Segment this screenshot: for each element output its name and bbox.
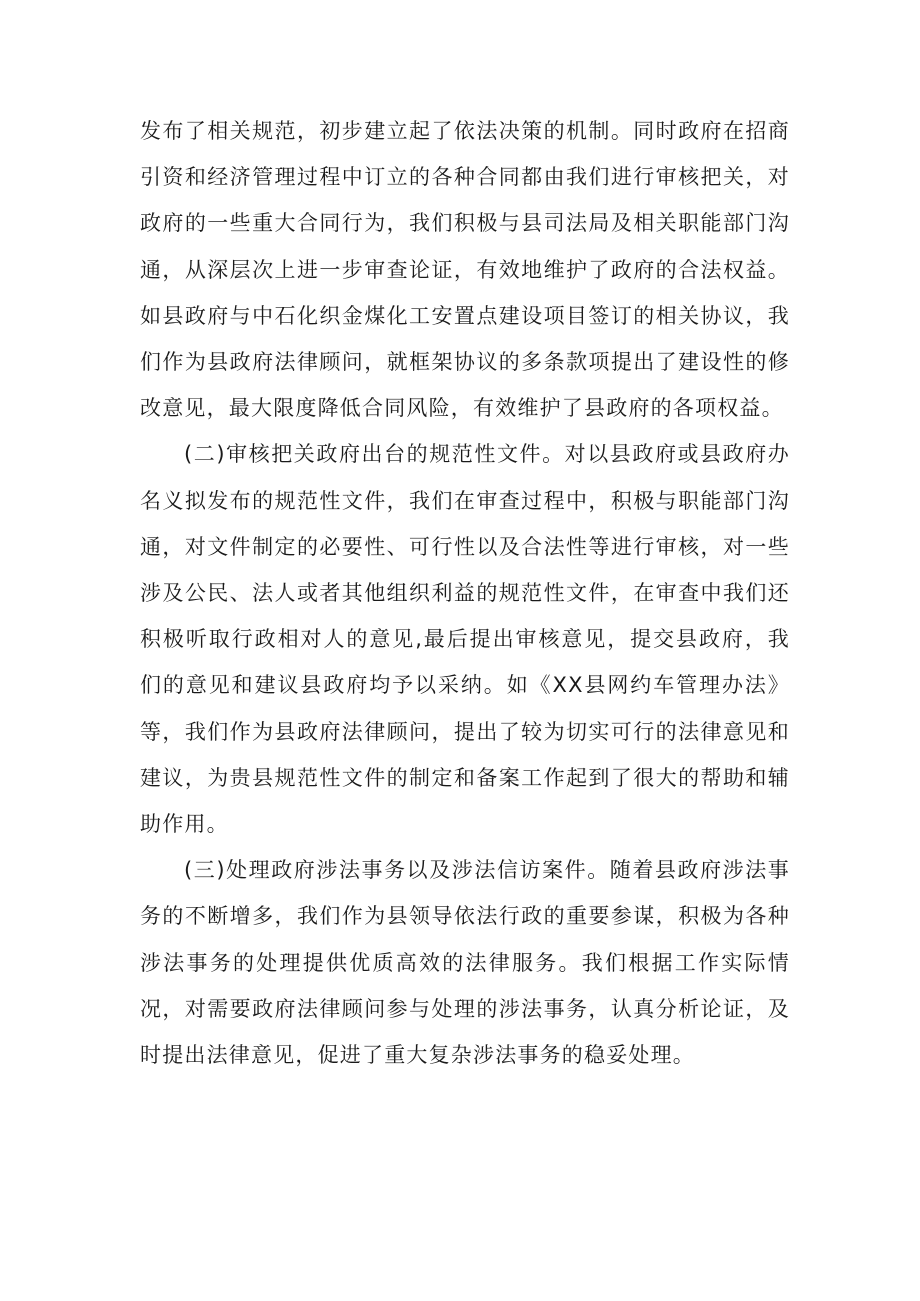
paragraph-section-2: (二)审核把关政府出台的规范性文件。对以县政府或县政府办名义拟发布的规范性文件，我们在审查过程中，积极与职能部门沟通，对文件制定的必要性、可行性以及合法性等进行审核，对一些涉及公民、法人或者其他组织利益的规范性文件，在审查中我们还积极听取行政相对人的意见,最后提出审核意见，提交县政府，我们的意见和建议县政府均予以采纳。如《XX县网约车管理办法》等，我们作为县政府法律顾问，提出了较为切实可行的法律意见和建议，为贵县规范性文件的制定和备案工作起到了很大的帮助和辅助作用。 xyxy=(140,442,790,837)
paragraph-continuation: 发布了相关规范，初步建立起了依法决策的机制。同时政府在招商引资和经济管理过程中订立的各种合同都由我们进行审核把关，对政府的一些重大合同行为，我们积极与县司法局及相关职能部门沟通，从深层次上进一步审查论证，有效地维护了政府的合法权益。如县政府与中石化织金煤化工安置点建设项目签订的相关协议，我们作为县政府法律顾问，就框架协议的多条款项提出了建设性的修改意见，最大限度降低合同风险，有效维护了县政府的各项权益。 xyxy=(140,119,790,421)
paragraph-section-3: (三)处理政府涉法事务以及涉法信访案件。随着县政府涉法事务的不断增多，我们作为县领导依法行政的重要参谋，积极为各种涉法事务的处理提供优质高效的法律服务。我们根据工作实际情况，对需要政府法律顾问参与处理的涉法事务，认真分析论证，及时提出法律意见，促进了重大复杂涉法事务的稳妥处理。 xyxy=(140,858,790,1068)
document-body xyxy=(140,108,790,1078)
